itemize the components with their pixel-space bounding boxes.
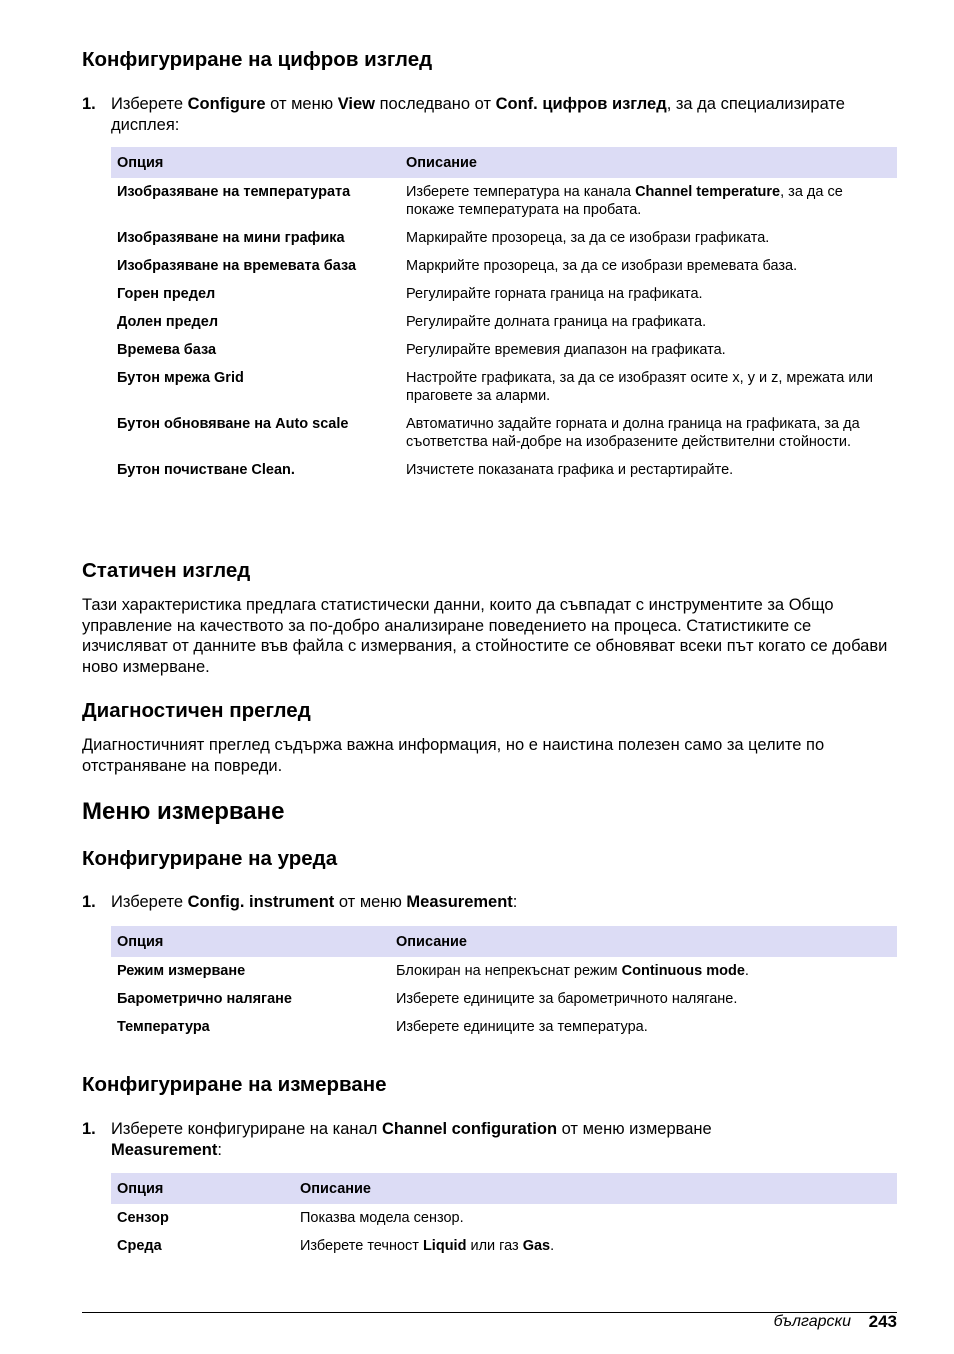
text-run: . [550,1238,555,1254]
option-cell: Сензор [117,1210,169,1226]
step-number: 1. [82,893,96,911]
section-heading-static-view: Статичен изглед [82,559,251,582]
column-header-description: Описание [400,147,897,178]
text-run: . [744,963,749,979]
table-header-row [111,147,897,178]
description-cell [400,364,897,410]
step-item [82,94,897,136]
text-run: Блокиран на непрекъснат режим [396,963,622,979]
option-cell: Времева база [117,342,217,358]
table-row [111,336,897,364]
bold-term: Channel configuration [381,1120,558,1138]
table-row [111,456,897,484]
text-run: от меню измерване [557,1120,712,1138]
bold-term: Conf. цифров изглед [495,95,667,113]
table-row [111,224,897,252]
bold-term: Channel temperature [635,184,781,200]
table-header-row [111,1173,897,1204]
table-row [111,1204,897,1232]
chapter-heading-measurement-menu: Меню измерване [82,798,285,825]
text-run: Маркрийте прозореца, за да се изобрази времевата база. [406,258,798,274]
text-run: от меню [334,893,407,911]
text-run: Изберете [111,893,188,911]
column-header-option: Опция [111,926,390,957]
text-run: последвано от [375,95,496,113]
bold-term: Config. instrument [187,893,335,911]
section-heading-measurement-config: Конфигуриране на измерване [82,1073,387,1096]
text-run: Автоматично задайте горната и долна граница на графиката, за да съответства най-добре на изобразените действителни стойности. [406,416,860,450]
bold-term: Measurement [111,1141,218,1159]
text-run: Регулирайте времевия диапазон на графиката. [406,342,726,358]
table-row [111,1232,897,1260]
text-run: Регулирайте долната граница на графиката. [406,314,707,330]
bold-term: Configure [187,95,266,113]
option-cell: Среда [117,1238,162,1254]
table-row [111,280,897,308]
bold-term: View [337,95,375,113]
table-row [111,410,897,456]
step-item [82,892,897,913]
options-table-digital-view [111,147,897,484]
paragraph-diagnostic-view: Диагностичният преглед съдържа важна информация, но е наистина полезен само за целите по отстраняване на повреди. [82,736,825,775]
text-run: , за да се покаже температурата на пробата. [406,184,843,218]
text-run: Маркирайте прозореца, за да се изобрази графиката. [406,230,770,246]
option-cell: Изобразяване на времевата база [117,258,357,274]
table-row [111,1013,897,1041]
option-cell: Режим измерване [117,963,246,979]
text-run: Изберете конфигуриране на канал [111,1120,382,1138]
table-row [111,957,897,985]
table-row [111,985,897,1013]
description-cell [390,985,897,1013]
bold-term: Liquid [422,1238,467,1254]
step-text [111,94,897,136]
text-run: Настройте графиката, за да се изобразят осите x, y и z, мрежата или праговете за аларми. [406,370,874,404]
bold-term: Continuous mode [621,963,745,979]
option-cell: Долен предел [117,314,219,330]
description-cell [400,336,897,364]
step-text [111,892,897,913]
description-cell [400,224,897,252]
table-header-row [111,926,897,957]
description-cell [400,252,897,280]
section-heading-diagnostic-view: Диагностичен преглед [82,699,311,722]
option-cell: Барометрично налягане [117,991,292,1007]
step-text [111,1119,791,1161]
page-number: 243 [868,1312,897,1331]
description-cell [294,1204,897,1232]
section-heading-instrument-config: Конфигуриране на уреда [82,847,338,870]
description-cell [390,1013,897,1041]
text-run: или газ [466,1238,523,1254]
option-cell: Бутон мрежа Grid [117,370,244,386]
step-number: 1. [82,95,96,113]
option-cell: Изобразяване на мини графика [117,230,345,246]
text-run: Изберете единиците за барометричното налягане. [396,991,738,1007]
description-cell [400,280,897,308]
table-row [111,178,897,224]
text-run: Изберете [111,95,188,113]
option-cell: Горен предел [117,286,216,302]
column-header-description: Описание [390,926,897,957]
column-header-description: Описание [294,1173,897,1204]
description-cell [400,308,897,336]
section-heading-digital-view: Конфигуриране на цифров изглед [82,48,433,71]
description-cell [390,957,897,985]
text-run: Изберете температура на канала [406,184,636,200]
options-table-instrument-config [111,926,897,1041]
bold-term: Gas [522,1238,551,1254]
text-run: , за да специализирате дисплея: [111,95,845,134]
text-run: Изберете течност [300,1238,423,1254]
step-number: 1. [82,1120,96,1138]
table-row [111,364,897,410]
text-run: : [217,1141,222,1159]
text-run: Регулирайте горната граница на графиката. [406,286,703,302]
option-cell: Бутон почистване Clean. [117,462,295,478]
text-run: : [512,893,518,911]
paragraph-static-view: Тази характеристика предлага статистически данни, които да съвпадат с инструментите за Общо управление на качеството за по-добро анализиране поведението на процеса. Статистиките се изчисляват от данните във файла с измервания, а стойностите се обновяват всеки път когато се добави ново измерване. [82,596,888,676]
description-cell [400,456,897,484]
options-table-measurement-config [111,1173,897,1260]
column-header-option: Опция [111,147,400,178]
description-cell [400,178,897,224]
bold-term: Measurement [406,893,513,911]
option-cell: Бутон обновяване на Auto scale [117,416,349,432]
step-item [82,1119,897,1161]
text-run: Изберете единиците за температура. [396,1019,648,1035]
option-cell: Изобразяване на температурата [117,184,351,200]
text-run: Изчистете показаната графика и рестартирайте. [406,462,734,478]
footer-language: български [773,1313,851,1330]
table-row [111,308,897,336]
table-row [111,252,897,280]
description-cell [400,410,897,456]
description-cell [294,1232,897,1260]
text-run: от меню [265,95,338,113]
option-cell: Температура [117,1019,210,1035]
column-header-option: Опция [111,1173,294,1204]
text-run: Показва модела сензор. [300,1210,464,1226]
